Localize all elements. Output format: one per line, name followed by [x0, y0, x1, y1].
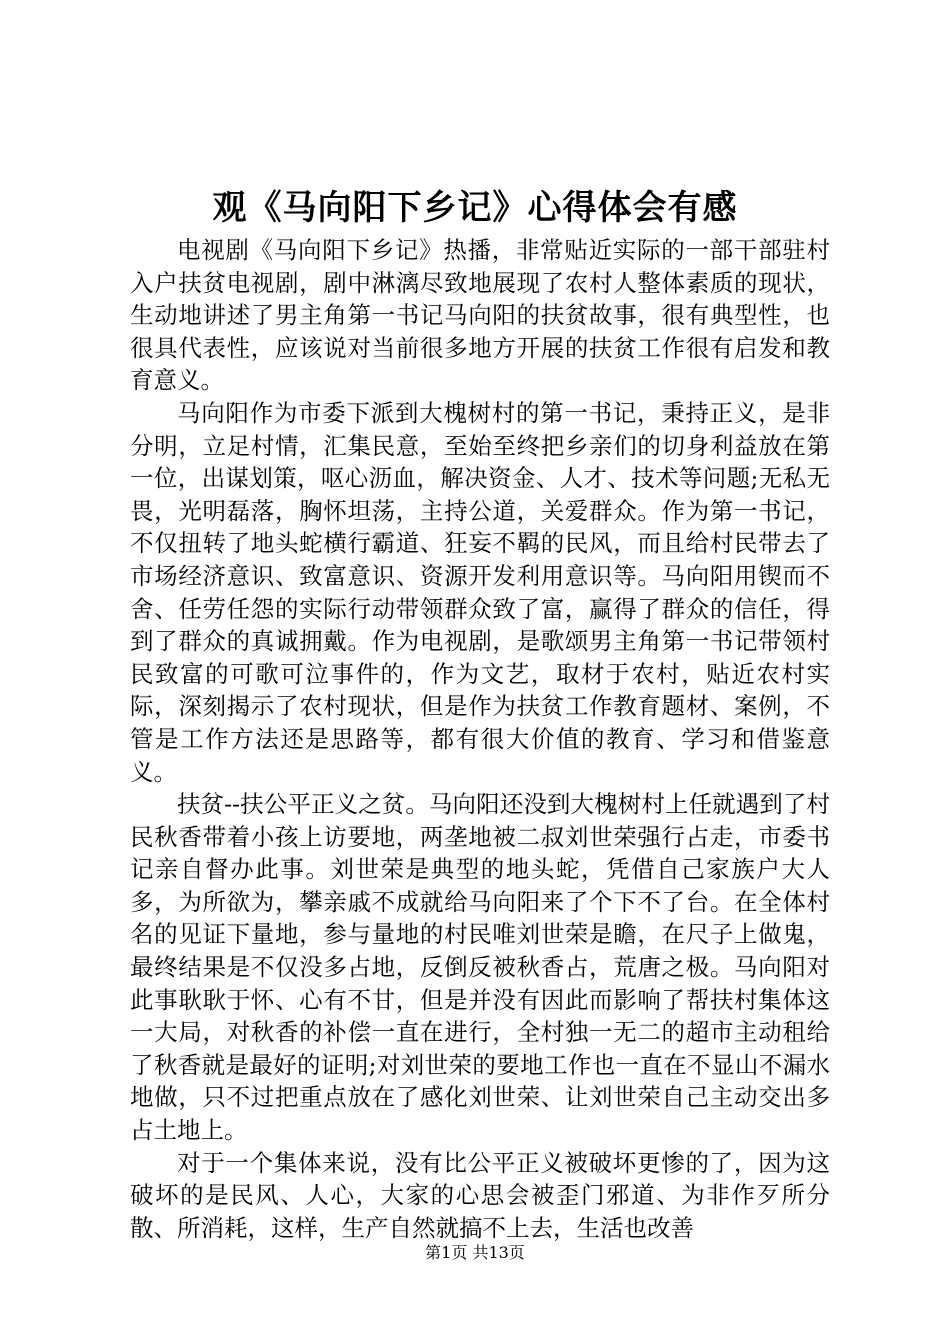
paragraph: 电视剧《马向阳下乡记》热播，非常贴近实际的一部干部驻村入户扶贫电视剧，剧中淋漓尽致地展现了农村人整体素质的现状，生动地讲述了男主角第一书记马向阳的扶贫故事，很有典型性，也很具代表性，应该说对当前很多地方开展的扶贫工作很有启发和教育意义。: [130, 236, 830, 395]
paragraph: 马向阳作为市委下派到大槐树村的第一书记，秉持正义，是非分明，立足村情，汇集民意，至始至终把乡亲们的切身利益放在第一位，出谋划策，呕心沥血，解决资金、人才、技术等问题;无私无畏，光明磊落，胸怀坦荡，主持公道，关爱群众。作为第一书记，不仅扭转了地头蛇横行霸道、狂妄不羁的民风，而且给村民带去了市场经济意识、致富意识、资源开发利用意识等。马向阳用锲而不舍、任劳任怨的实际行动带领群众致了富，赢得了群众的信任，得到了群众的真诚拥戴。作为电视剧，是歌颂男主角第一书记带领村民致富的可歌可泣事件的，作为文艺，取材于农村，贴近农村实际，深刻揭示了农村现状，但是作为扶贫工作教育题材、案例，不管是工作方法还是思路等，都有很大价值的教育、学习和借鉴意义。: [130, 398, 830, 786]
paragraph: 对于一个集体来说，没有比公平正义被破坏更惨的了，因为这破坏的是民风、人心，大家的心思会被歪门邪道、为非作歹所分散、所消耗，这样，生产自然就搞不上去，生活也改善: [130, 1148, 830, 1242]
page-footer: 第1页 共13页: [425, 1243, 525, 1262]
document-title: 观《马向阳下乡记》心得体会有感: [212, 188, 738, 228]
document-body: [130, 234, 830, 1244]
paragraph: 扶贫--扶公平正义之贫。马向阳还没到大槐树村上任就遇到了村民秋香带着小孩上访要地，两垄地被二叔刘世荣强行占走，市委书记亲自督办此事。刘世荣是典型的地头蛇，凭借自己家族户大人多，为所欲为，攀亲戚不成就给马向阳来了个下不了台。在全体村名的见证下量地，参与量地的村民唯刘世荣是瞻，在尺子上做鬼，最终结果是不仅没多占地，反倒反被秋香占，荒唐之极。马向阳对此事耿耿于怀、心有不甘，但是并没有因此而影响了帮扶村集体这一大局，对秋香的补偿一直在进行，全村独一无二的超市主动租给了秋香就是最好的证明;对刘世荣的要地工作也一直在不显山不漏水地做，只不过把重点放在了感化刘世荣、让刘世荣自己主动交出多占土地上。: [130, 790, 830, 1145]
